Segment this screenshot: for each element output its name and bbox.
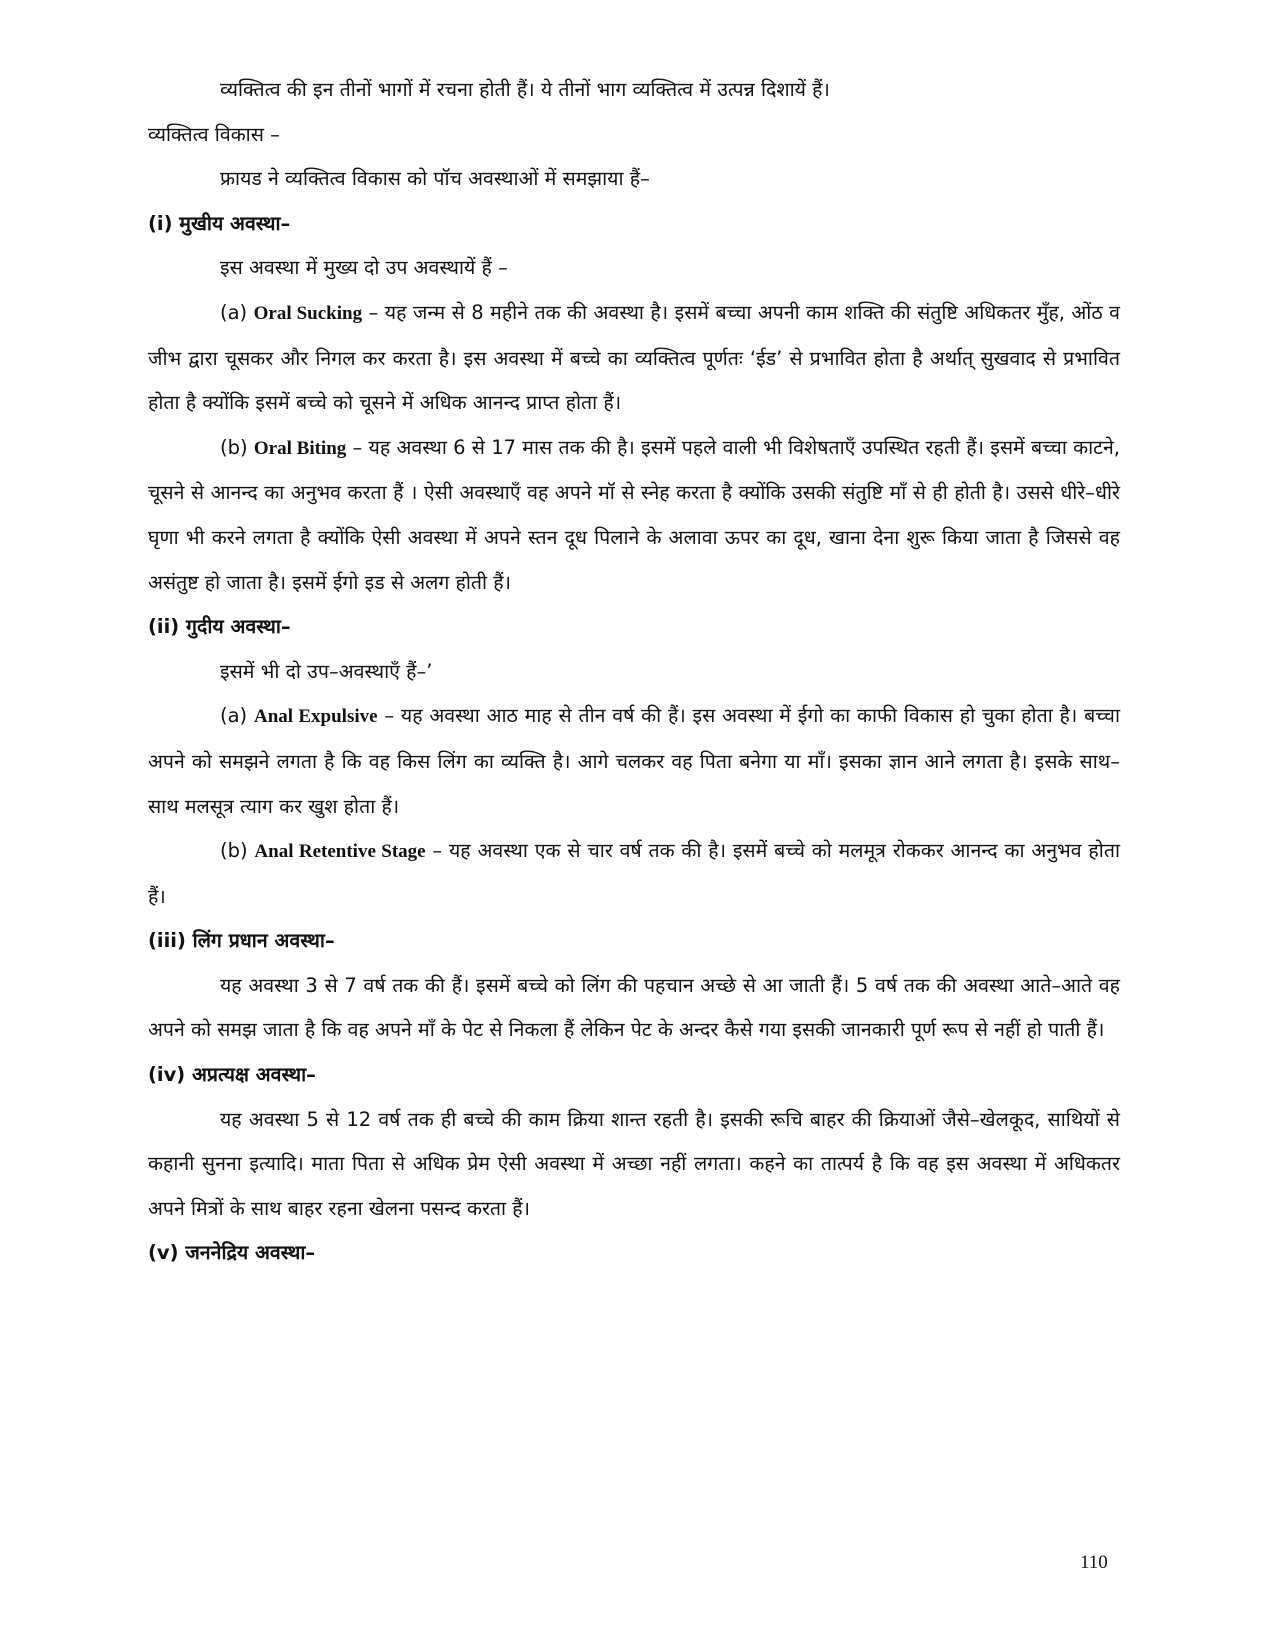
paragraph-text: – यह अवस्था एक से चार वर्ष तक की है। इसमें बच्चे को मलमूत्र रोककर आनन्द का अनुभव होता हैं। — [148, 839, 1120, 908]
paragraph: यह अवस्था 3 से 7 वर्ष तक की हैं। इसमें बच्चे को लिंग की पहचान अच्छे से आ जाती हैं। 5 वर्ष तक की अवस्था आते–आते वह अपने को समझ जाता है कि वह अपने माँ के पेट से निकला हैं लेकिन पेट के अन्दर कैसे गया इसकी जानकारी पूर्ण रूप से नहीं हो पाती हैं। — [148, 973, 1120, 1042]
paragraph: फ्रायड ने व्यक्तित्व विकास को पॉच अवस्थाओं में समझाया हैं– — [220, 167, 650, 191]
term-oral-sucking: Oral Sucking — [253, 302, 363, 324]
paragraph-oral-biting — [148, 426, 1120, 605]
paragraph: इसमें भी दो उप–अवस्थाएँ हैं–’ — [220, 659, 433, 683]
item-label: (b) — [220, 435, 254, 459]
paragraph: यह अवस्था 5 से 12 वर्ष तक ही बच्चे की काम क्रिया शान्त रहती है। इसकी रूचि बाहर की क्रियाओं जैसे–खेलकूद, साथियों से कहानी सुनना इत्यादि। माता पिता से अधिक प्रेम ऐसी अवस्था में अच्छा नहीं लगता। कहने का तात्पर्य है कि वह इस अवस्था में अधिकतर अपने मित्रों के साथ बाहर रहना खेलना पसन्द करता हैं। — [148, 1107, 1120, 1220]
paragraph-oral-sucking — [148, 291, 1120, 426]
heading-phallic-stage: (iii) लिंग प्रधान अवस्था– — [148, 929, 335, 953]
paragraph: इस अवस्था में मुख्य दो उप अवस्थायें हैं – — [220, 256, 508, 280]
term-anal-expulsive: Anal Expulsive — [253, 706, 378, 728]
paragraph-text: – यह जन्म से 8 महीने तक की अवस्था है। इसमें बच्चा अपनी काम शक्ति की संतुष्टि अधिकतर मुँह, ओंठ व जीभ द्वारा चूसकर और निगल कर करता है। इस अवस्था में बच्चे का व्यक्तित्व पूर्णतः ‘ईड’ से प्रभावित होता है अर्थात् सुखवाद से प्रभावित होता है क्योंकि इसमें बच्चे को चूसने में अधिक आनन्द प्राप्त होता हैं। — [148, 300, 1120, 415]
paragraph-anal-retentive — [148, 829, 1120, 919]
item-label: (a) — [220, 300, 254, 324]
heading-anal-stage: (ii) गुदीय अवस्था– — [148, 615, 291, 639]
term-anal-retentive: Anal Retentive Stage — [254, 841, 426, 863]
heading-latency-stage: (iv) अप्रत्यक्ष अवस्था– — [148, 1063, 316, 1087]
item-label: (a) — [220, 704, 254, 728]
term-oral-biting: Oral Biting — [253, 437, 347, 459]
body-text — [148, 68, 1120, 1276]
section-title: व्यक्तित्व विकास – — [148, 122, 280, 146]
paragraph-text: – यह अवस्था 6 से 17 मास तक की है। इसमें पहले वाली भी विशेषताएँ उपस्थित रहती हैं। इसमें बच्चा काटने, चूसने से आनन्द का अनुभव करता हैं । ऐसी अवस्थाएँ वह अपने मॉ से स्नेह करता है क्योंकि उसकी संतुष्टि माँ से ही होती है। उससे धीरे–धीरे घृणा भी करने लगता है क्योंकि ऐसी अवस्था में अपने स्तन दूध पिलाने के अलावा ऊपर का दूध, खाना देना शुरू किया जाता है जिससे वह असंतुष्ट हो जाता है। इसमें ईगो इड से अलग होती हैं। — [148, 435, 1120, 594]
paragraph: व्यक्तित्व की इन तीनों भागों में रचना होती हैं। ये तीनों भाग व्यक्तित्व में उत्पन्न दिशायें हैं। — [220, 78, 830, 101]
heading-oral-stage: (i) मुखीय अवस्था– — [148, 211, 291, 235]
paragraph-text: – यह अवस्था आठ माह से तीन वर्ष की हैं। इस अवस्था में ईगो का काफी विकास हो चुका होता है। बच्चा अपने को समझने लगता है कि वह किस लिंग का व्यक्ति है। आगे चलकर वह पिता बनेगा या माँ। इसका ज्ञान आने लगता है। इसके साथ–साथ मलसूत्र त्याग कर खुश होता हैं। — [148, 704, 1120, 818]
page-number: 110 — [1080, 1552, 1108, 1573]
paragraph-anal-expulsive — [148, 694, 1120, 829]
heading-genital-stage: (v) जननेद्रिय अवस्था– — [148, 1241, 316, 1265]
item-label: (b) — [220, 839, 255, 863]
